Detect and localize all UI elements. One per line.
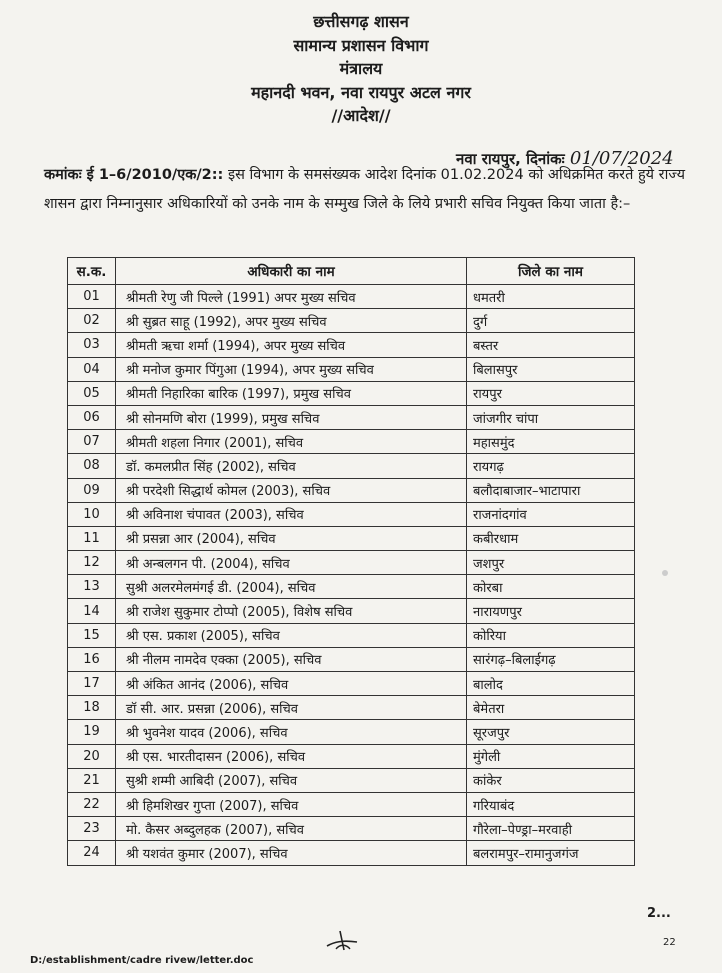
officer-name-cell: सुश्री शम्मी आबिदी (2007), सचिव <box>116 768 467 792</box>
table-row <box>68 478 635 502</box>
district-cell: बिलासपुर <box>467 357 635 381</box>
order-reference: कमांकः ई 1–6/2010/एक/2:: <box>44 167 224 183</box>
serial-cell: 13 <box>68 575 116 599</box>
district-cell: मुंगेली <box>467 744 635 768</box>
district-cell: कोरबा <box>467 575 635 599</box>
officer-name-cell: श्री भुवनेश यादव (2006), सचिव <box>116 720 467 744</box>
table-row <box>68 768 635 792</box>
district-cell: महासमुंद <box>467 430 635 454</box>
file-path: D:/establishment/cadre rivew/letter.doc <box>30 955 254 966</box>
district-cell: कोरिया <box>467 623 635 647</box>
table-row <box>68 599 635 623</box>
table-row <box>68 526 635 550</box>
table-row <box>68 696 635 720</box>
district-cell: दुर्ग <box>467 309 635 333</box>
table-row <box>68 405 635 429</box>
district-cell: कांकेर <box>467 768 635 792</box>
table-row <box>68 357 635 381</box>
officer-name-cell: मो. कैसर अब्दुलहक (2007), सचिव <box>116 817 467 841</box>
table-row <box>68 575 635 599</box>
serial-cell: 11 <box>68 526 116 550</box>
district-cell: बलौदाबाजार–भाटापारा <box>467 478 635 502</box>
table-row <box>68 817 635 841</box>
department-name: सामान्य प्रशासन विभाग <box>293 35 429 55</box>
table-body <box>68 285 635 866</box>
serial-cell: 06 <box>68 405 116 429</box>
header-serial: स.क. <box>68 258 116 285</box>
serial-cell: 19 <box>68 720 116 744</box>
table-row <box>68 502 635 526</box>
officer-name-cell: श्री यशवंत कुमार (2007), सचिव <box>116 841 467 865</box>
serial-cell: 21 <box>68 768 116 792</box>
table-row <box>68 744 635 768</box>
officer-name-cell: श्री अंकित आनंद (2006), सचिव <box>116 672 467 696</box>
table-row <box>68 647 635 671</box>
serial-cell: 01 <box>68 285 116 309</box>
district-cell: कबीरधाम <box>467 526 635 550</box>
officer-name-cell: श्रीमती ऋचा शर्मा (1994), अपर मुख्य सचिव <box>116 333 467 357</box>
officer-name-cell: श्री नीलम नामदेव एक्का (2005), सचिव <box>116 647 467 671</box>
serial-cell: 08 <box>68 454 116 478</box>
officer-name-cell: श्री सोनमणि बोरा (1999), प्रमुख सचिव <box>116 405 467 429</box>
serial-cell: 05 <box>68 381 116 405</box>
district-cell: बालोद <box>467 672 635 696</box>
officer-name-cell: श्री एस. भारतीदासन (2006), सचिव <box>116 744 467 768</box>
district-cell: धमतरी <box>467 285 635 309</box>
serial-cell: 07 <box>68 430 116 454</box>
signature-mark <box>324 928 360 954</box>
district-cell: बस्तर <box>467 333 635 357</box>
serial-cell: 17 <box>68 672 116 696</box>
serial-cell: 02 <box>68 309 116 333</box>
district-cell: जांजगीर चांपा <box>467 405 635 429</box>
officer-name-cell: श्री अन्बलगन पी. (2004), सचिव <box>116 551 467 575</box>
officer-name-cell: सुश्री अलरमेलमंगई डी. (2004), सचिव <box>116 575 467 599</box>
officer-name-cell: श्री सुब्रत साहू (1992), अपर मुख्य सचिव <box>116 309 467 333</box>
serial-cell: 24 <box>68 841 116 865</box>
serial-cell: 16 <box>68 647 116 671</box>
officer-name-cell: श्री एस. प्रकाश (2005), सचिव <box>116 623 467 647</box>
district-cell: राजनांदगांव <box>467 502 635 526</box>
officer-name-cell: श्री राजेश सुकुमार टोप्पो (2005), विशेष सचिव <box>116 599 467 623</box>
officer-name-cell: डॉ सी. आर. प्रसन्ना (2006), सचिव <box>116 696 467 720</box>
district-cell: बेमेतरा <box>467 696 635 720</box>
table-row <box>68 551 635 575</box>
officer-name-cell: श्रीमती रेणु जी पिल्ले (1991) अपर मुख्य सचिव <box>116 285 467 309</box>
table-row <box>68 672 635 696</box>
serial-cell: 14 <box>68 599 116 623</box>
handwritten-date: 01/07/2024 <box>569 148 674 169</box>
district-cell: जशपुर <box>467 551 635 575</box>
date-label: नवा रायपुर, दिनांकः <box>456 150 565 168</box>
serial-cell: 18 <box>68 696 116 720</box>
ministry-name: मंत्रालय <box>339 59 383 78</box>
order-heading: //आदेश// <box>331 106 391 125</box>
table-row <box>68 333 635 357</box>
scan-dot <box>662 570 668 576</box>
serial-cell: 23 <box>68 817 116 841</box>
district-cell: बलरामपुर–रामानुजगंज <box>467 841 635 865</box>
table-row <box>68 454 635 478</box>
officer-name-cell: श्री परदेशी सिद्धार्थ कोमल (2003), सचिव <box>116 478 467 502</box>
serial-cell: 22 <box>68 792 116 816</box>
page-mark: 22 <box>663 937 676 948</box>
table-row <box>68 792 635 816</box>
officer-name-cell: डॉ. कमलप्रीत सिंह (2002), सचिव <box>116 454 467 478</box>
header-district: जिले का नाम <box>467 258 635 285</box>
serial-cell: 03 <box>68 333 116 357</box>
serial-cell: 12 <box>68 551 116 575</box>
letterhead <box>0 10 722 128</box>
order-paragraph <box>44 161 694 219</box>
table-row <box>68 841 635 865</box>
district-cell: रायपुर <box>467 381 635 405</box>
table-row <box>68 285 635 309</box>
district-cell: गरियाबंद <box>467 792 635 816</box>
page-continuation: 2... <box>647 906 671 921</box>
district-cell: रायगढ़ <box>467 454 635 478</box>
officer-name-cell: श्री प्रसन्ना आर (2004), सचिव <box>116 526 467 550</box>
officer-name-cell: श्रीमती शहला निगार (2001), सचिव <box>116 430 467 454</box>
table-header-row <box>68 258 635 285</box>
district-cell: सूरजपुर <box>467 720 635 744</box>
serial-cell: 04 <box>68 357 116 381</box>
officer-name-cell: श्री अविनाश चंपावत (2003), सचिव <box>116 502 467 526</box>
table-row <box>68 720 635 744</box>
district-cell: गौरेला–पेण्ड्रा–मरवाही <box>467 817 635 841</box>
table-row <box>68 381 635 405</box>
district-cell: सारंगढ़–बिलाईगढ़ <box>467 647 635 671</box>
serial-cell: 09 <box>68 478 116 502</box>
government-name: छत्तीसगढ़ शासन <box>313 12 409 31</box>
officers-table <box>67 257 635 866</box>
officer-name-cell: श्रीमती निहारिका बारिक (1997), प्रमुख सचिव <box>116 381 467 405</box>
serial-cell: 10 <box>68 502 116 526</box>
district-cell: नारायणपुर <box>467 599 635 623</box>
officer-name-cell: श्री हिमशिखर गुप्ता (2007), सचिव <box>116 792 467 816</box>
officer-name-cell: श्री मनोज कुमार पिंगुआ (1994), अपर मुख्य सचिव <box>116 357 467 381</box>
office-address: महानदी भवन, नवा रायपुर अटल नगर <box>251 82 471 102</box>
serial-cell: 20 <box>68 744 116 768</box>
header-officer: अधिकारी का नाम <box>116 258 467 285</box>
serial-cell: 15 <box>68 623 116 647</box>
table-row <box>68 430 635 454</box>
order-text: इस विभाग के समसंख्यक आदेश दिनांक 01.02.2024 को अधिक्रमित करते हुये राज्य शासन द्वारा निम्नानुसार अधिकारियों को उनके नाम के सम्मुख जिले के लिये प्रभारी सचिव नियुक्त किया जाता है:– <box>44 167 686 212</box>
table-row <box>68 623 635 647</box>
table-row <box>68 309 635 333</box>
